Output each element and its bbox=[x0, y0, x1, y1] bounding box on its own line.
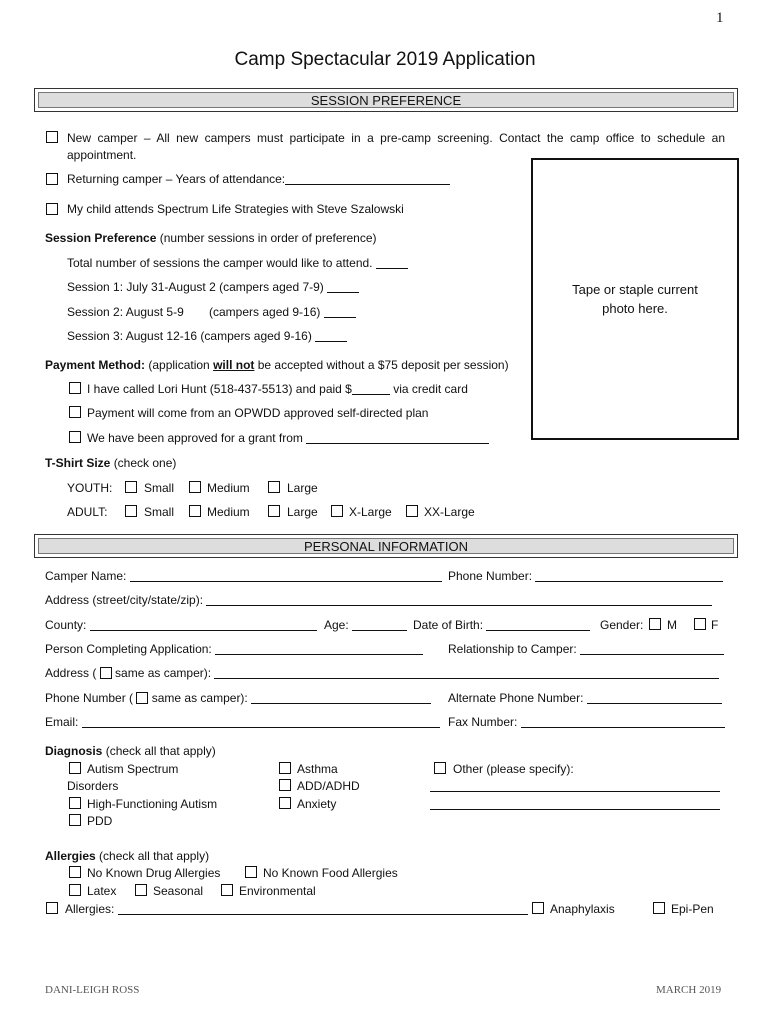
no-food-allergies-label: No Known Food Allergies bbox=[263, 866, 398, 880]
adult-small-label: Small bbox=[144, 505, 175, 519]
allergies-row bbox=[45, 849, 209, 863]
county-row bbox=[45, 618, 317, 632]
fax-label: Fax Number: bbox=[448, 715, 518, 729]
adult-xlarge-checkbox[interactable] bbox=[331, 505, 343, 517]
autism-checkbox[interactable] bbox=[69, 762, 81, 774]
seasonal-checkbox[interactable] bbox=[135, 884, 147, 896]
county-field[interactable] bbox=[90, 618, 317, 631]
session2-field[interactable] bbox=[324, 305, 356, 318]
address-field[interactable] bbox=[206, 593, 712, 606]
relationship-label: Relationship to Camper: bbox=[448, 642, 577, 656]
anxiety-label: Anxiety bbox=[297, 797, 337, 811]
youth-large-label: Large bbox=[287, 481, 318, 495]
address2-suffix: same as camper): bbox=[115, 666, 212, 680]
payment-note-a: (application bbox=[148, 358, 210, 372]
footer-date: MARCH 2019 bbox=[656, 984, 722, 996]
session2-row bbox=[209, 305, 356, 319]
grant-checkbox[interactable] bbox=[69, 431, 81, 443]
age-label: Age: bbox=[324, 618, 349, 632]
adult-small-checkbox[interactable] bbox=[125, 505, 137, 517]
age-field[interactable] bbox=[352, 618, 407, 631]
other-diagnosis-field-2[interactable] bbox=[430, 797, 720, 810]
dob-row bbox=[413, 618, 590, 632]
camper-name-row bbox=[45, 569, 442, 583]
adult-large-checkbox[interactable] bbox=[268, 505, 280, 517]
address2-row bbox=[45, 666, 719, 680]
spectrum-label: My child attends Spectrum Life Strategies with Steve Szalowski bbox=[67, 202, 404, 216]
grant-field[interactable] bbox=[306, 431, 489, 444]
camper-name-label: Camper Name: bbox=[45, 569, 127, 583]
relationship-field[interactable] bbox=[580, 642, 724, 655]
adult-xxlarge-checkbox[interactable] bbox=[406, 505, 418, 517]
total-sessions-field[interactable] bbox=[376, 256, 408, 269]
phone2-field[interactable] bbox=[251, 691, 431, 704]
paid-credit-label: I have called Lori Hunt (518-437-5513) and paid $ bbox=[87, 382, 352, 396]
adult-large-label: Large bbox=[287, 505, 318, 519]
email-row bbox=[45, 715, 440, 729]
gender-f-checkbox[interactable] bbox=[694, 618, 706, 630]
paid-credit-row bbox=[87, 382, 468, 396]
hfa-checkbox[interactable] bbox=[69, 797, 81, 809]
epipen-label: Epi-Pen bbox=[671, 902, 714, 916]
phone2-suffix: same as camper): bbox=[151, 691, 248, 705]
session2-label: Session 2: August 5-9 bbox=[67, 305, 184, 319]
phone-number-label: Phone Number: bbox=[448, 569, 533, 583]
photo-box bbox=[531, 158, 739, 440]
allergies-field[interactable] bbox=[118, 902, 528, 915]
adult-label: ADULT: bbox=[67, 505, 108, 519]
youth-label: YOUTH: bbox=[67, 481, 113, 495]
alt-phone-label: Alternate Phone Number: bbox=[448, 691, 584, 705]
address2-label: Address ( bbox=[45, 666, 97, 680]
address-label: Address (street/city/state/zip): bbox=[45, 593, 204, 607]
phone2-label: Phone Number ( bbox=[45, 691, 134, 705]
diagnosis-note: (check all that apply) bbox=[105, 744, 216, 758]
latex-checkbox[interactable] bbox=[69, 884, 81, 896]
paid-amount-field[interactable] bbox=[352, 382, 390, 395]
allergies-field-label: Allergies: bbox=[65, 902, 115, 916]
hfa-label: High-Functioning Autism bbox=[87, 797, 218, 811]
phone-same-checkbox[interactable] bbox=[136, 692, 148, 704]
youth-medium-label: Medium bbox=[207, 481, 250, 495]
session3-row bbox=[67, 329, 347, 343]
dob-label: Date of Birth: bbox=[413, 618, 484, 632]
email-field[interactable] bbox=[82, 715, 440, 728]
session1-row bbox=[67, 280, 359, 294]
opwdd-checkbox[interactable] bbox=[69, 406, 81, 418]
other-diagnosis-checkbox[interactable] bbox=[434, 762, 446, 774]
total-sessions-row bbox=[67, 256, 408, 270]
session2-ages: (campers aged 9-16) bbox=[209, 305, 321, 319]
phone-number-field[interactable] bbox=[535, 569, 723, 582]
alt-phone-row bbox=[448, 691, 722, 705]
asthma-checkbox[interactable] bbox=[279, 762, 291, 774]
no-drug-allergies-checkbox[interactable] bbox=[69, 866, 81, 878]
payment-note-emphasis: will not bbox=[213, 358, 255, 372]
email-label: Email: bbox=[45, 715, 79, 729]
session3-label: Session 3: August 12-16 (campers aged 9-16) bbox=[67, 329, 312, 343]
age-row bbox=[324, 618, 407, 632]
fax-field[interactable] bbox=[521, 715, 725, 728]
allergies-label: Allergies bbox=[45, 849, 96, 863]
address-same-checkbox[interactable] bbox=[100, 667, 112, 679]
other-diagnosis-label: Other (please specify): bbox=[453, 762, 574, 776]
no-food-allergies-checkbox[interactable] bbox=[245, 866, 257, 878]
person-completing-label: Person Completing Application: bbox=[45, 642, 212, 656]
session3-field[interactable] bbox=[315, 329, 347, 342]
gender-f-label: F bbox=[711, 618, 719, 632]
session1-field[interactable] bbox=[327, 280, 359, 293]
phone2-row bbox=[45, 691, 431, 705]
epipen-checkbox[interactable] bbox=[653, 902, 665, 914]
anaphylaxis-label: Anaphylaxis bbox=[550, 902, 615, 916]
anaphylaxis-checkbox[interactable] bbox=[532, 902, 544, 914]
person-completing-row bbox=[45, 642, 423, 656]
county-label: County: bbox=[45, 618, 87, 632]
person-completing-field[interactable] bbox=[215, 642, 423, 655]
adhd-checkbox[interactable] bbox=[279, 779, 291, 791]
payment-method-label: Payment Method: bbox=[45, 358, 146, 372]
youth-small-label: Small bbox=[144, 481, 175, 495]
other-diagnosis-field-1[interactable] bbox=[430, 779, 720, 792]
youth-small-checkbox[interactable] bbox=[125, 481, 137, 493]
opwdd-label: Payment will come from an OPWDD approved self-directed plan bbox=[87, 406, 429, 420]
anxiety-checkbox[interactable] bbox=[279, 797, 291, 809]
payment-method-row bbox=[45, 358, 509, 372]
returning-camper-row bbox=[67, 172, 450, 186]
adult-xlarge-label: X-Large bbox=[349, 505, 392, 519]
new-camper-label: New camper – All new campers must participate in a pre-camp screening. Contact the camp office to schedule an appointment. bbox=[67, 131, 725, 162]
allergies-note: (check all that apply) bbox=[99, 849, 210, 863]
tshirt-row bbox=[45, 456, 176, 470]
youth-medium-checkbox[interactable] bbox=[189, 481, 201, 493]
gender-m-label: M bbox=[667, 618, 677, 632]
alt-phone-field[interactable] bbox=[587, 691, 722, 704]
youth-large-checkbox[interactable] bbox=[268, 481, 280, 493]
autism-label: Autism Spectrum bbox=[87, 762, 179, 776]
diagnosis-label: Diagnosis bbox=[45, 744, 103, 758]
pdd-label: PDD bbox=[87, 814, 113, 828]
address2-field[interactable] bbox=[214, 666, 719, 679]
grant-label: We have been approved for a grant from bbox=[87, 431, 303, 445]
page-title: Camp Spectacular 2019 Application bbox=[234, 49, 536, 70]
adhd-label: ADD/ADHD bbox=[297, 779, 360, 793]
pdd-checkbox[interactable] bbox=[69, 814, 81, 826]
session-preference-heading: SESSION PREFERENCE bbox=[38, 92, 734, 108]
spectrum-checkbox[interactable] bbox=[46, 203, 58, 215]
personal-information-heading: PERSONAL INFORMATION bbox=[38, 538, 734, 554]
diagnosis-row bbox=[45, 744, 216, 758]
allergies-field-row bbox=[65, 902, 528, 916]
environmental-label: Environmental bbox=[239, 884, 316, 898]
session-preference-header bbox=[34, 88, 738, 112]
grant-row bbox=[87, 431, 489, 445]
address-row bbox=[45, 593, 712, 607]
paid-credit-suffix: via credit card bbox=[393, 382, 468, 396]
tshirt-label: T-Shirt Size bbox=[45, 456, 111, 470]
relationship-row bbox=[448, 642, 724, 656]
gender-m-checkbox[interactable] bbox=[649, 618, 661, 630]
paid-credit-checkbox[interactable] bbox=[69, 382, 81, 394]
footer-author: DANI-LEIGH ROSS bbox=[45, 984, 140, 996]
personal-information-header bbox=[34, 534, 738, 558]
environmental-checkbox[interactable] bbox=[221, 884, 233, 896]
latex-label: Latex bbox=[87, 884, 117, 898]
page-number: 1 bbox=[716, 10, 724, 26]
asthma-label: Asthma bbox=[297, 762, 338, 776]
seasonal-label: Seasonal bbox=[153, 884, 204, 898]
dob-field[interactable] bbox=[486, 618, 590, 631]
gender-label: Gender: bbox=[600, 618, 644, 632]
total-sessions-label: Total number of sessions the camper would like to attend. bbox=[67, 256, 373, 270]
payment-note-c: be accepted without a $75 deposit per session) bbox=[257, 358, 509, 372]
session1-label: Session 1: July 31-August 2 (campers aged 7-9) bbox=[67, 280, 324, 294]
phone-number-row bbox=[448, 569, 723, 583]
tshirt-note: (check one) bbox=[113, 456, 177, 470]
session-preference-note: (number sessions in order of preference) bbox=[159, 231, 377, 245]
no-drug-allergies-label: No Known Drug Allergies bbox=[87, 866, 221, 880]
autism-label-cont: Disorders bbox=[67, 779, 119, 793]
adult-medium-checkbox[interactable] bbox=[189, 505, 201, 517]
photo-instructions: Tape or staple current photo here. bbox=[572, 282, 698, 316]
session-preference-label: Session Preference bbox=[45, 231, 157, 245]
camper-name-field[interactable] bbox=[130, 569, 442, 582]
returning-camper-label: Returning camper – Years of attendance: bbox=[67, 172, 286, 186]
fax-row bbox=[448, 715, 725, 729]
new-camper-checkbox[interactable] bbox=[46, 131, 58, 143]
adult-medium-label: Medium bbox=[207, 505, 250, 519]
allergies-other-checkbox[interactable] bbox=[46, 902, 58, 914]
adult-xxlarge-label: XX-Large bbox=[424, 505, 475, 519]
years-attendance-field[interactable] bbox=[285, 172, 450, 185]
returning-camper-checkbox[interactable] bbox=[46, 173, 58, 185]
session-preference-row bbox=[45, 231, 377, 245]
